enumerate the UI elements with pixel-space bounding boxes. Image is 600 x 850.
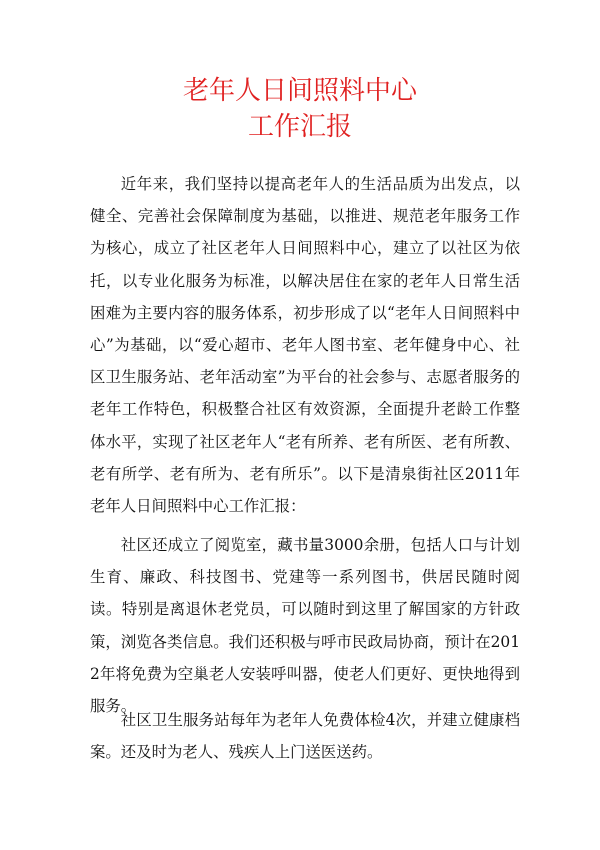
paragraph-health-station: 社区卫生服务站每年为老年人免费体检4次，并建立健康档案。还及时为老人、残疾人上门送医送药。 [90,711,520,762]
document-title: 老年人日间照料中心 [182,76,417,106]
document-subtitle: 工作汇报 [247,112,352,142]
paragraph-reading-room: 社区还成立了阅览室，藏书量3000余册，包括人口与计划生育、廉政、科技图书、党建等一系列图书，供居民随时阅读。特别是离退休老党员，可以随时到这里了解国家的方针政策，浏览各类信息。我们还积极与呼市民政局协商，预计在2012年将免费为空巢老人安装呼叫器，使老人们更好、更快地得到服务。 [90,536,520,716]
paragraph-intro: 近年来，我们坚持以提高老年人的生活品质为出发点，以健全、完善社会保障制度为基础，以推进、规范老年服务工作为核心，成立了社区老年人日间照料中心，建立了以社区为依托，以专业化服务为标准，以解决居住在家的老年人日常生活困难为主要内容的服务体系，初步形成了以“老年人日间照料中心”为基础，以“爱心超市、老年人图书室、老年健身中心、社区卫生服务站、老年活动室”为平台的社会参与、志愿者服务的老年工作特色，积极整合社区有效资源，全面提升老龄工作整体水平，实现了社区老年人“老有所养、老有所医、老有所教、老有所学、老有所为、老有所乐”。以下是清泉街社区2011年老年人日间照料中心工作汇报： [90,175,520,516]
